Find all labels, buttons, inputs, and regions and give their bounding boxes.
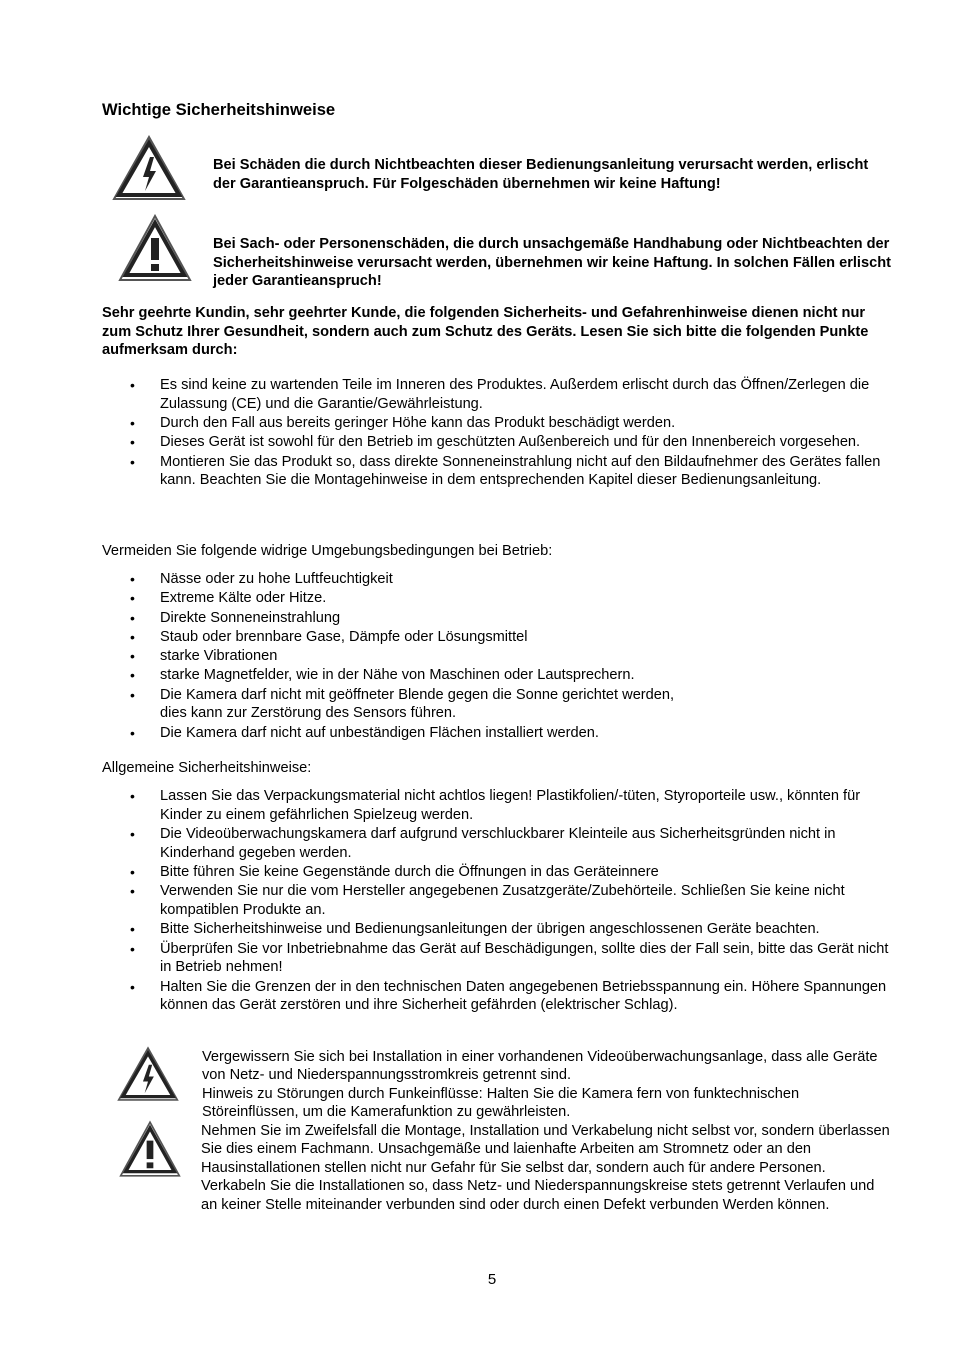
list-item: • starke Magnetfelder, wie in der Nähe von Maschinen oder Lautsprechern. bbox=[102, 666, 892, 685]
list-item: • Bitte Sicherheitshinweise und Bedienungsanleitungen der übrigen angeschlossenen Geräte beachten. bbox=[102, 920, 892, 939]
safety-list bbox=[102, 376, 892, 491]
list-item: • Montieren Sie das Produkt so, dass direkte Sonneneinstrahlung nicht auf den Bildaufnehmer des Gerätes fallen kann. Beachten Sie die Montagehinweise in dem entsprechenden Kapitel dieser Bedienungsanleitung. bbox=[102, 453, 892, 490]
warning-text-damage: Bei Schäden die durch Nichtbeachten dieser Bedienungsanleitung verursacht werden, erlischt der Garantieanspruch. Für Folgeschäden übernehmen wir keine Haftung! bbox=[213, 157, 869, 192]
list-item: • Dieses Gerät ist sowohl für den Betrieb im geschützten Außenbereich und für den Innenbereich vorgesehen. bbox=[102, 433, 892, 452]
lightning-warning-icon bbox=[112, 135, 186, 201]
general-heading: Allgemeine Sicherheitshinweise: bbox=[102, 760, 312, 776]
installation-notice: Vergewissern Sie sich bei Installation in einer vorhandenen Videoüberwachungsanlage, dass alle Geräte von Netz- und Niederspannungsstromkreis getrennt sind. Hinweis zu Störungen durch Funkeinflüsse: Halten Sie die Kamera fern von funktechnischen Störeinflüssen, um die Kamerafunktion zu gewährleisten. bbox=[202, 1049, 878, 1121]
list-item: • Die Kamera darf nicht mit geöffneter Blende gegen die Sonne gerichtet werden, dies kann zur Zerstörung des Sensors führen. bbox=[102, 686, 892, 723]
list-item: • Die Kamera darf nicht auf unbeständigen Flächen installiert werden. bbox=[102, 724, 892, 743]
list-item: • Bitte führen Sie keine Gegenstände durch die Öffnungen in das Geräteinnere bbox=[102, 863, 892, 882]
list-item: • Verwenden Sie nur die vom Hersteller angegebenen Zusatzgeräte/Zubehörteile. Schließen Sie keine nicht kompatiblen Produkte an. bbox=[102, 882, 892, 919]
professional-installation-notice: Nehmen Sie im Zweifelsfall die Montage, Installation und Verkabelung nicht selbst vor, sondern überlassen Sie dies einem Fachmann. Unsachgemäße und laienhafte Arbeiten am Stromnetz oder an den Hausinstallationen stellen nicht nur Gefahr für Sie selbst dar, sondern auch für andere Personen. Verkabeln Sie die Installationen so, dass Netz- und Niederspannungskreise stets getrennt Verlaufen und an keiner Stelle miteinander verbunden sind oder durch einen Defekt verbunden Werden können. bbox=[201, 1123, 890, 1213]
general-safety-list bbox=[102, 787, 892, 1016]
list-item: • Durch den Fall aus bereits geringer Höhe kann das Produkt beschädigt werden. bbox=[102, 414, 892, 433]
warning-text-liability: Bei Sach- oder Personenschäden, die durch unsachgemäße Handhabung oder Nichtbeachten der Sicherheitshinweise verursacht werden, übernehmen wir keine Haftung. In solchen Fällen erlischt jeder Garantieanspruch! bbox=[213, 236, 891, 289]
list-item: • Direkte Sonneneinstrahlung bbox=[102, 609, 892, 628]
list-item: • Nässe oder zu hohe Luftfeuchtigkeit bbox=[102, 570, 892, 589]
page-title: Wichtige Sicherheitshinweise bbox=[102, 100, 336, 119]
list-item: • Überprüfen Sie vor Inbetriebnahme das Gerät auf Beschädigungen, sollte dies der Fall sein, bitte das Gerät nicht in Betrieb nehmen! bbox=[102, 940, 892, 977]
environment-list bbox=[102, 570, 892, 743]
list-item: • Halten Sie die Grenzen der in den technischen Daten angegebenen Betriebsspannung ein. Höhere Spannungen können das Gerät zerstören und ihre Sicherheit gefährden (elektrischer Schlag). bbox=[102, 978, 892, 1015]
exclamation-warning-icon bbox=[118, 214, 192, 282]
list-item: • Die Videoüberwachungskamera darf aufgrund verschluckbarer Kleinteile aus Sicherheitsgründen nicht in Kinderhand gegeben werden. bbox=[102, 825, 892, 862]
environment-heading: Vermeiden Sie folgende widrige Umgebungsbedingungen bei Betrieb: bbox=[102, 543, 553, 559]
exclamation-warning-icon bbox=[119, 1120, 181, 1178]
page-number: 5 bbox=[487, 1271, 497, 1288]
intro-paragraph: Sehr geehrte Kundin, sehr geehrter Kunde, die folgenden Sicherheits- und Gefahrenhinweise dienen nicht nur zum Schutz Ihrer Gesundheit, sondern auch zum Schutz des Geräts. Lesen Sie sich bitte die folgenden Punkte aufmerksam durch: bbox=[102, 305, 869, 358]
lightning-warning-icon bbox=[117, 1046, 179, 1102]
list-item: • Lassen Sie das Verpackungsmaterial nicht achtlos liegen! Plastikfolien/-tüten, Styroporteile usw., könnten für Kinder zu einem gefährlichen Spielzeug werden. bbox=[102, 787, 892, 824]
list-item: • Staub oder brennbare Gase, Dämpfe oder Lösungsmittel bbox=[102, 628, 892, 647]
list-item: • Extreme Kälte oder Hitze. bbox=[102, 589, 892, 608]
list-item: • Es sind keine zu wartenden Teile im Inneren des Produktes. Außerdem erlischt durch das Öffnen/Zerlegen die Zulassung (CE) und die Garantie/Gewährleistung. bbox=[102, 376, 892, 413]
list-item: • starke Vibrationen bbox=[102, 647, 892, 666]
